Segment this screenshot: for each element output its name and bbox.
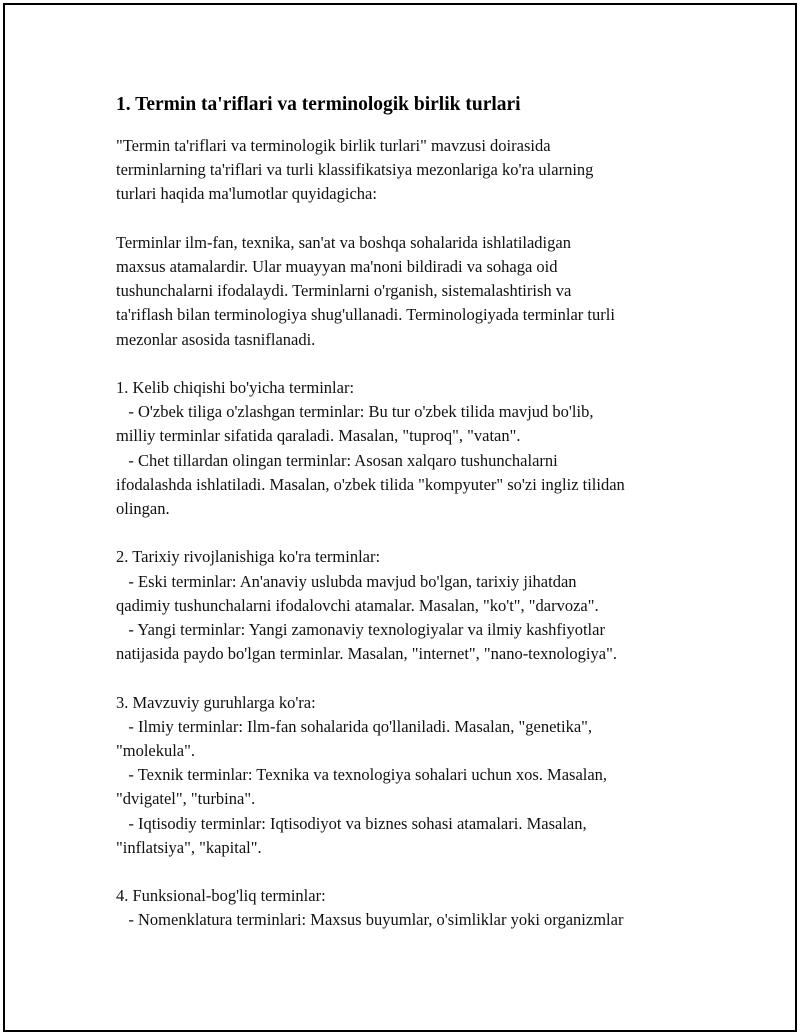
paragraph-gap bbox=[116, 352, 696, 376]
document-body bbox=[116, 92, 696, 933]
paragraph-gap bbox=[116, 666, 696, 690]
list-item: - Eski terminlar: An'anaviy uslubda mavjud bo'lgan, tarixiy jihatdan bbox=[116, 571, 577, 591]
section-heading: 1. Kelib chiqishi bo'yicha terminlar: bbox=[116, 378, 355, 397]
text-line: "dvigatel", "turbina". bbox=[116, 789, 256, 809]
list-item: - Ilmiy terminlar: Ilm-fan sohalarida qo'llaniladi. Masalan, "genetika", bbox=[116, 716, 593, 736]
section-functional bbox=[116, 884, 696, 932]
list-item: - Iqtisodiy terminlar: Iqtisodiyot va biznes sohasi atamalari. Masalan, bbox=[116, 813, 587, 833]
list-item: - Yangi terminlar: Yangi zamonaviy texnologiyalar va ilmiy kashfiyotlar bbox=[116, 620, 605, 640]
list-item: - O'zbek tiliga o'zlashgan terminlar: Bu tur o'zbek tilida mavjud bo'lib, bbox=[116, 402, 594, 422]
text-line: turlari haqida ma'lumotlar quyidagicha: bbox=[116, 184, 377, 204]
section-origin bbox=[116, 376, 696, 521]
text-line: natijasida paydo bo'lgan terminlar. Masalan, "internet", "nano-texnologiya". bbox=[116, 644, 617, 664]
document-title: 1. Termin ta'riflari va terminologik birlik turlari bbox=[116, 94, 521, 115]
text-line: milliy terminlar sifatida qaraladi. Masalan, "tuproq", "vatan". bbox=[116, 426, 521, 446]
intro-paragraph bbox=[116, 134, 696, 207]
text-line: "inflatsiya", "kapital". bbox=[116, 837, 262, 857]
text-line: terminlarning ta'riflari va turli klassifikatsiya mezonlariga ko'ra ularning bbox=[116, 160, 594, 180]
text-line: olingan. bbox=[116, 499, 170, 519]
definition-paragraph bbox=[116, 231, 696, 352]
text-line: maxsus atamalardir. Ular muayyan ma'noni bildiradi va sohaga oid bbox=[116, 257, 558, 276]
list-item: - Chet tillardan olingan terminlar: Asosan xalqaro tushunchalarni bbox=[116, 450, 558, 470]
text-line: tushunchalarni ifodalaydi. Terminlarni o'rganish, sistemalashtirish va bbox=[116, 281, 572, 301]
text-line: ta'riflash bilan terminologiya shug'ullanadi. Terminologiyada terminlar turli bbox=[116, 305, 615, 325]
list-item: - Texnik terminlar: Texnika va texnologiya sohalari uchun xos. Masalan, bbox=[116, 765, 608, 785]
text-line: mezonlar asosida tasniflanadi. bbox=[116, 329, 316, 349]
text-line: "molekula". bbox=[116, 741, 195, 761]
section-heading: 4. Funksional-bog'liq terminlar: bbox=[116, 886, 326, 906]
section-history bbox=[116, 545, 696, 666]
paragraph-gap bbox=[116, 207, 696, 231]
list-item: - Nomenklatura terminlari: Maxsus buyumlar, o'simliklar yoki organizmlar bbox=[116, 910, 624, 930]
text-line: qadimiy tushunchalarni ifodalovchi atamalar. Masalan, "ko't", "darvoza". bbox=[116, 595, 599, 615]
paragraph-gap bbox=[116, 521, 696, 545]
text-line: "Termin ta'riflari va terminologik birlik turlari" mavzusi doirasida bbox=[116, 136, 551, 155]
section-heading: 2. Tarixiy rivojlanishiga ko'ra terminlar: bbox=[116, 547, 381, 567]
paragraph-gap bbox=[116, 860, 696, 884]
text-line: ifodalashda ishlatiladi. Masalan, o'zbek tilida "kompyuter" so'zi ingliz tilidan bbox=[116, 474, 625, 494]
section-heading: 3. Mavzuviy guruhlarga ko'ra: bbox=[116, 692, 316, 712]
text-line: Terminlar ilm-fan, texnika, san'at va boshqa sohalarida ishlatiladigan bbox=[116, 232, 571, 252]
section-topic-groups bbox=[116, 691, 696, 860]
